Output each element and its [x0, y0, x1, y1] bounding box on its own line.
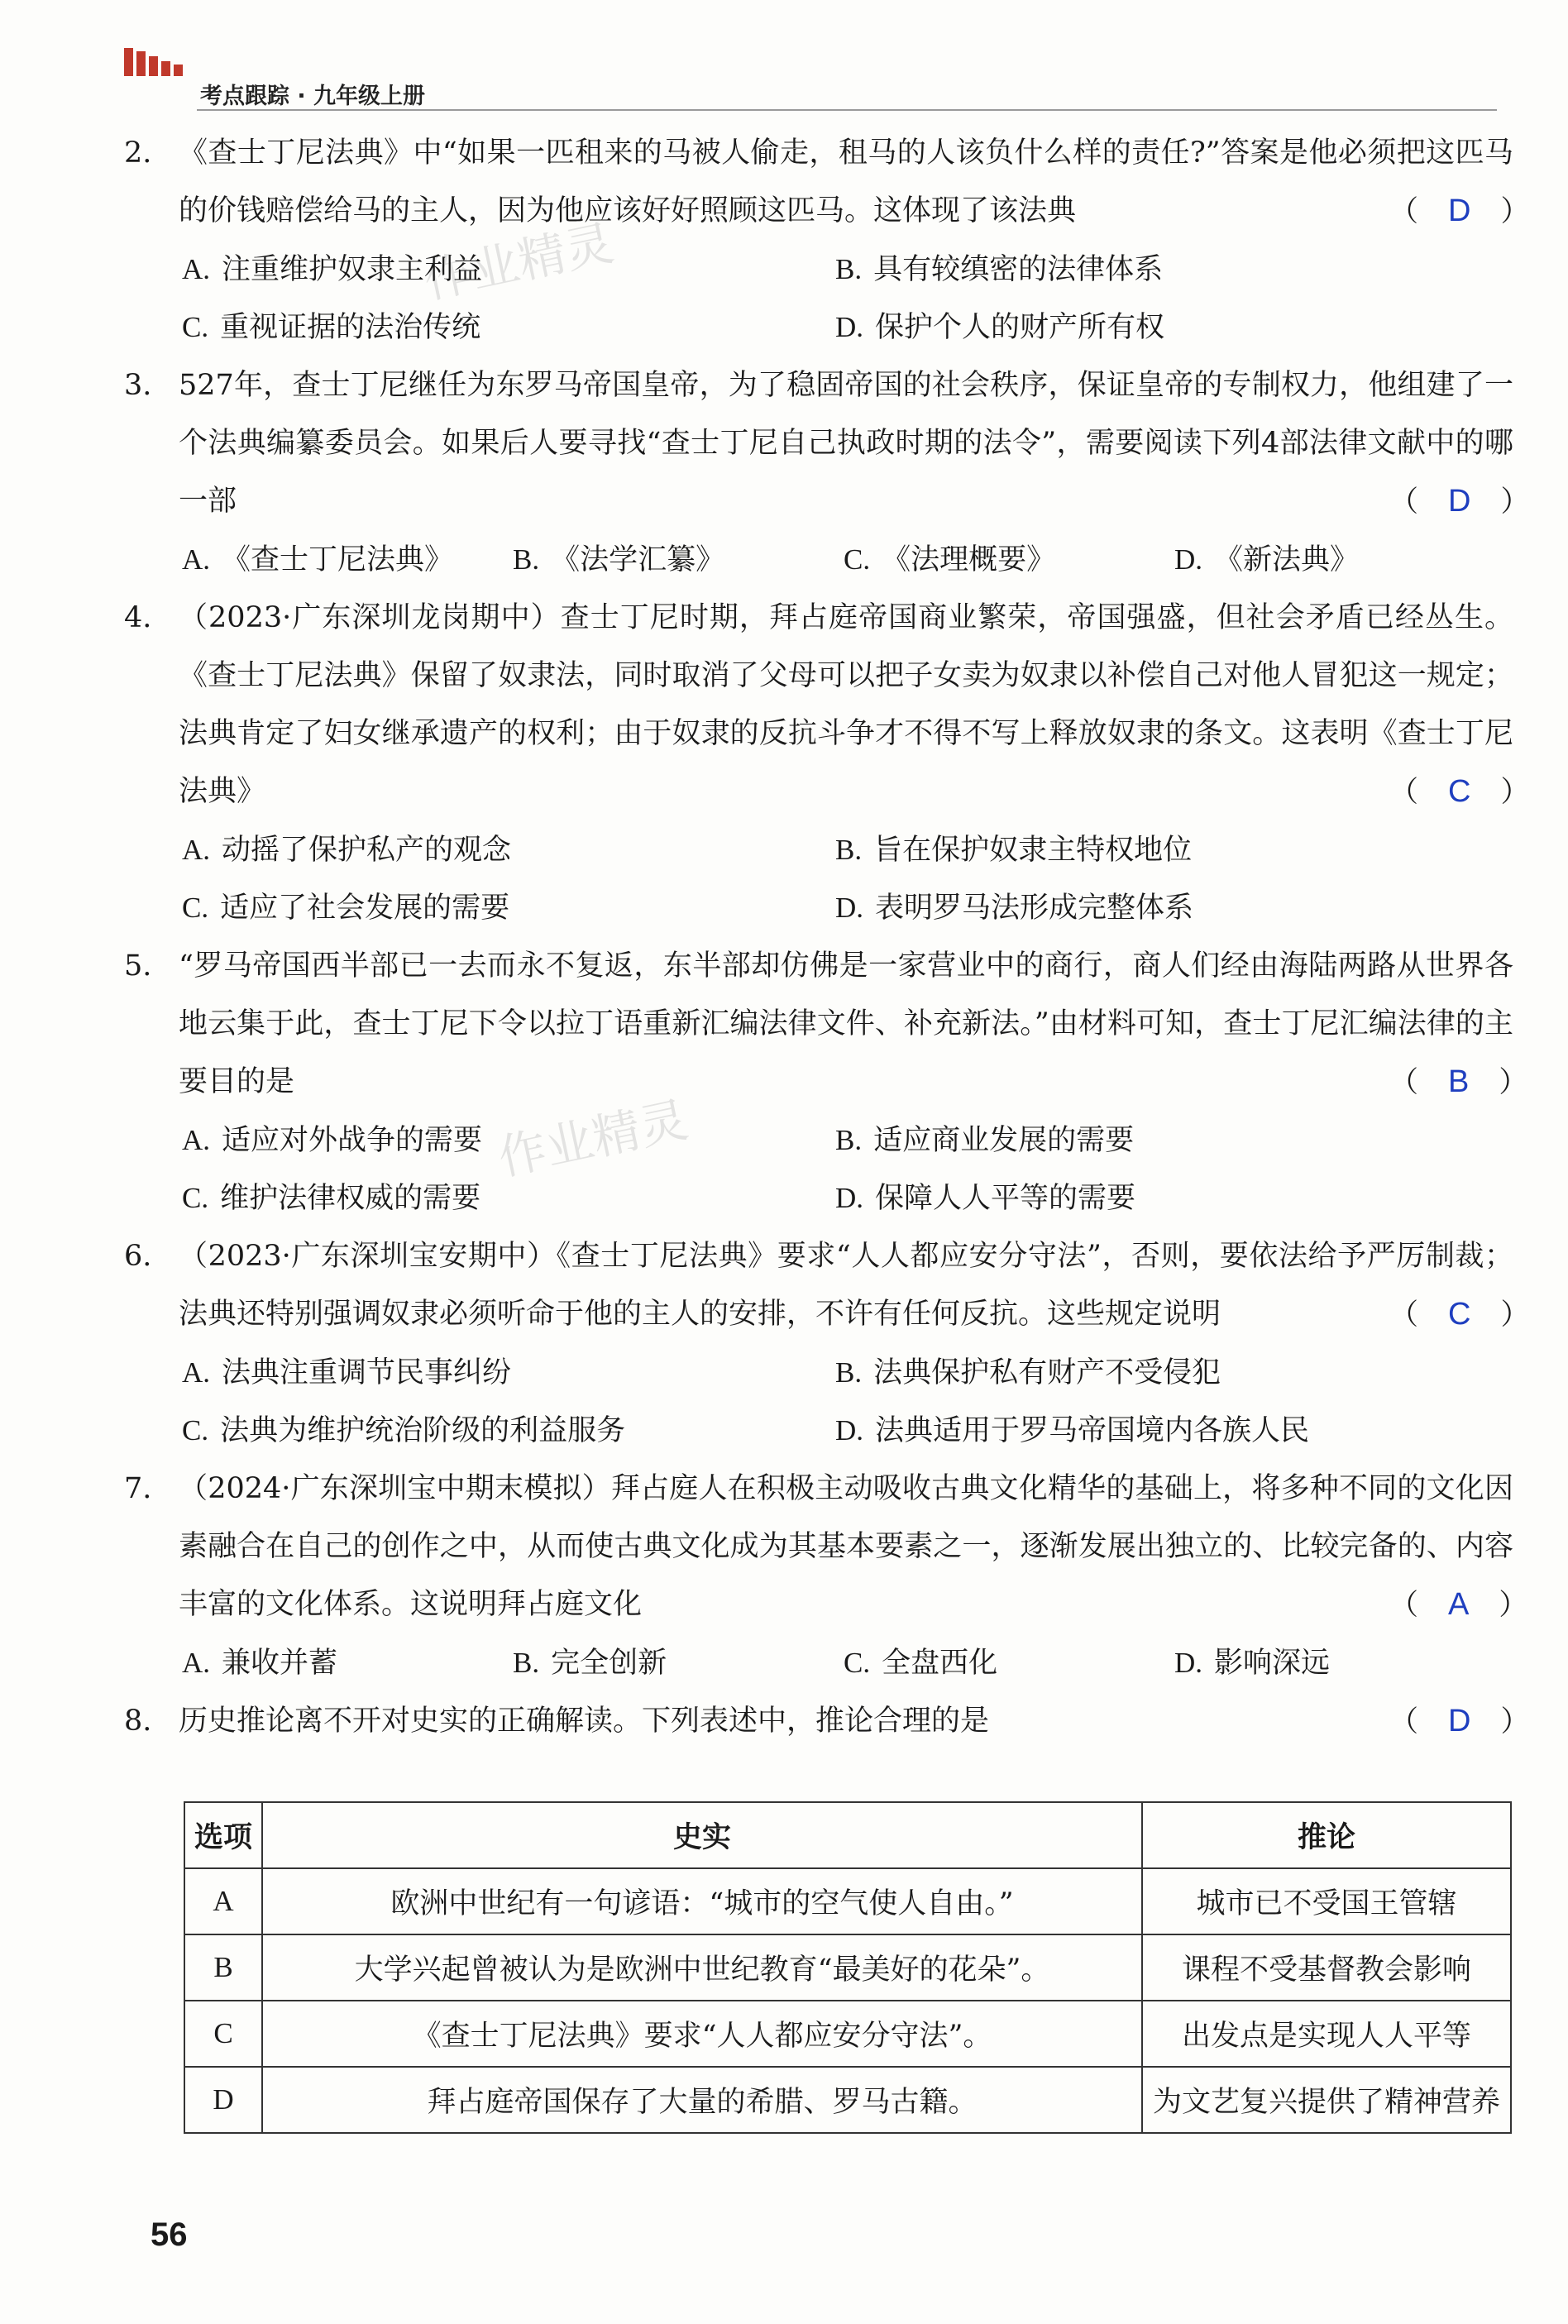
table-cell: B — [184, 1934, 262, 2001]
option-d: D. 表明罗马法形成完整体系 — [835, 892, 1194, 925]
answer-bracket: （ D ） — [1389, 484, 1530, 519]
option-b: B. 法典保护私有财产不受侵犯 — [835, 1356, 1221, 1389]
question-number: 5. — [124, 949, 152, 983]
table-header: 选项 — [184, 1802, 262, 1868]
option-a: A. 注重维护奴隶主利益 — [182, 253, 483, 286]
question-8 — [124, 1692, 1530, 1751]
table-row — [184, 1868, 1511, 1934]
table-cell: 欧洲中世纪有一句谚语：“城市的空气使人自由。” — [262, 1868, 1142, 1934]
table-cell: 大学兴起曾被认为是欧洲中世纪教育“最美好的花朵”。 — [262, 1934, 1142, 2001]
options — [124, 821, 1513, 937]
answer-bracket: （ C ） — [1389, 1297, 1530, 1332]
answer-letter: A — [1448, 1587, 1470, 1622]
question-3 — [124, 356, 1530, 589]
answer-letter: D — [1448, 484, 1471, 519]
option-d: D. 法典适用于罗马帝国境内各族人民 — [835, 1414, 1310, 1447]
question-2 — [124, 124, 1530, 356]
watermark: 作业精灵 — [493, 1091, 693, 1187]
answer-bracket: （ D ） — [1389, 194, 1530, 228]
question-4 — [124, 589, 1530, 937]
table-cell: 城市已不受国王管辖 — [1142, 1868, 1511, 1934]
table-row — [184, 2001, 1511, 2067]
option-c: C. 重视证据的法治传统 — [182, 311, 481, 344]
question-7 — [124, 1460, 1528, 1692]
question-text: 《查士丁尼法典》中“如果一匹租来的马被人偷走，租马的人该负什么样的责任?”答案是他必须把这匹马的价钱赔偿给马的主人，因为他应该好好照顾这匹马。这体现了该法典 — [179, 136, 1513, 227]
page-number: 56 — [151, 2216, 188, 2253]
options — [124, 1344, 1513, 1460]
option-b: B. 适应商业发展的需要 — [835, 1124, 1135, 1157]
option-c: C. 法典为维护统治阶级的利益服务 — [182, 1414, 626, 1447]
options — [124, 1112, 1513, 1227]
option-a: A. 适应对外战争的需要 — [182, 1124, 483, 1157]
question-list — [124, 124, 1530, 1751]
option-d: D. 保障人人平等的需要 — [835, 1182, 1136, 1215]
option-b: B. 完全创新 — [513, 1647, 667, 1680]
table-row — [184, 2067, 1511, 2133]
option-c: C. 维护法律权威的需要 — [182, 1182, 481, 1215]
options — [124, 1634, 1513, 1692]
table-row — [184, 1934, 1511, 2001]
answer-bracket: （ C ） — [1389, 774, 1530, 809]
options — [124, 241, 1513, 356]
table-cell: 出发点是实现人人平等 — [1142, 2001, 1511, 2067]
question-text: 527年，查士丁尼继任为东罗马帝国皇帝，为了稳固帝国的社会秩序，保证皇帝的专制权力，他组建了一个法典编纂委员会。如果后人要寻找“查士丁尼自己执政时期的法令”，需要阅读下列4部法律文献中的哪一部 — [179, 369, 1513, 518]
question-text: （2023·广东深圳宝安期中）《查士丁尼法典》要求“人人都应安分守法”，否则，要依法给予严厉制裁；法典还特别强调奴隶必须听命于他的主人的安排，不许有任何反抗。这些规定说明 — [179, 1240, 1513, 1331]
option-a: A. 法典注重调节民事纠纷 — [182, 1356, 512, 1389]
question-number: 2. — [124, 136, 152, 170]
answer-letter: C — [1448, 1297, 1471, 1332]
question-6 — [124, 1227, 1530, 1460]
question-text: 历史推论离不开对史实的正确解读。下列表述中，推论合理的是 — [179, 1705, 990, 1738]
question-number: 7. — [124, 1472, 152, 1505]
question-text: “罗马帝国西半部已一去而永不复返，东半部却仿佛是一家营业中的商行，商人们经由海陆两路从世界各地云集于此，查士丁尼下令以拉丁语重新汇编法律文件、补充新法。”由材料可知，查士丁尼汇编法律的主要目的是 — [179, 949, 1513, 1098]
option-d: D. 影响深远 — [1174, 1647, 1331, 1680]
table-cell: 为文艺复兴提供了精神营养 — [1142, 2067, 1511, 2133]
table-cell: A — [184, 1868, 262, 1934]
question-number: 6. — [124, 1240, 152, 1273]
option-a: A. 兼收并蓄 — [182, 1647, 338, 1680]
options — [124, 531, 1513, 589]
page-header — [124, 71, 1497, 121]
header-title: 考点跟踪 · 九年级上册 — [200, 84, 426, 109]
option-d: D. 《新法典》 — [1174, 543, 1360, 576]
table-cell: D — [184, 2067, 262, 2133]
question-number: 3. — [124, 369, 152, 402]
table-cell: C — [184, 2001, 262, 2067]
table-cell: 课程不受基督教会影响 — [1142, 1934, 1511, 2001]
option-a: A. 《查士丁尼法典》 — [182, 543, 454, 576]
answer-letter: D — [1448, 194, 1471, 228]
question-5 — [124, 937, 1528, 1227]
question-text: （2024·广东深圳宝中期末模拟）拜占庭人在积极主动吸收古典文化精华的基础上，将多种不同的文化因素融合在自己的创作之中，从而使古典文化成为其基本要素之一，逐渐发展出独立的、比较完备的、内容丰富的文化体系。这说明拜占庭文化 — [179, 1472, 1513, 1621]
watermark: 作业精灵 — [418, 214, 619, 310]
option-b: B. 《法学汇纂》 — [513, 543, 725, 576]
question-number: 8. — [124, 1705, 152, 1738]
option-c: C. 《法理概要》 — [844, 543, 1056, 576]
answer-bracket: （ D ） — [1389, 1704, 1530, 1738]
table-header: 推论 — [1142, 1802, 1511, 1868]
option-b: B. 旨在保护奴隶主特权地位 — [835, 834, 1193, 867]
answer-letter: B — [1448, 1064, 1470, 1099]
option-c: C. 适应了社会发展的需要 — [182, 892, 510, 925]
option-d: D. 保护个人的财产所有权 — [835, 311, 1165, 344]
question-text: （2023·广东深圳龙岗期中）查士丁尼时期，拜占庭帝国商业繁荣，帝国强盛，但社会矛盾已经丛生。《查士丁尼法典》保留了奴隶法，同时取消了父母可以把子女卖为奴隶以补偿自己对他人冒犯这一规定；法典肯定了妇女继承遗产的权利；由于奴隶的反抗斗争才不得不写上释放奴隶的条文。这表明《查士丁尼法典》 — [179, 601, 1513, 808]
answer-letter: D — [1448, 1704, 1471, 1738]
inference-table — [184, 1801, 1512, 2134]
table-cell: 拜占庭帝国保存了大量的希腊、罗马古籍。 — [262, 2067, 1142, 2133]
header-rule — [197, 109, 1497, 111]
answer-letter: C — [1448, 774, 1471, 809]
option-b: B. 具有较缜密的法律体系 — [835, 253, 1164, 286]
question-number: 4. — [124, 601, 152, 634]
option-a: A. 动摇了保护私产的观念 — [182, 834, 512, 867]
table-header-row — [184, 1802, 1511, 1868]
answer-bracket: （ A ） — [1389, 1587, 1528, 1622]
table-cell: 《查士丁尼法典》要求“人人都应安分守法”。 — [262, 2001, 1142, 2067]
answer-bracket: （ B ） — [1389, 1064, 1528, 1099]
table-header: 史实 — [262, 1802, 1142, 1868]
option-c: C. 全盘西化 — [844, 1647, 998, 1680]
